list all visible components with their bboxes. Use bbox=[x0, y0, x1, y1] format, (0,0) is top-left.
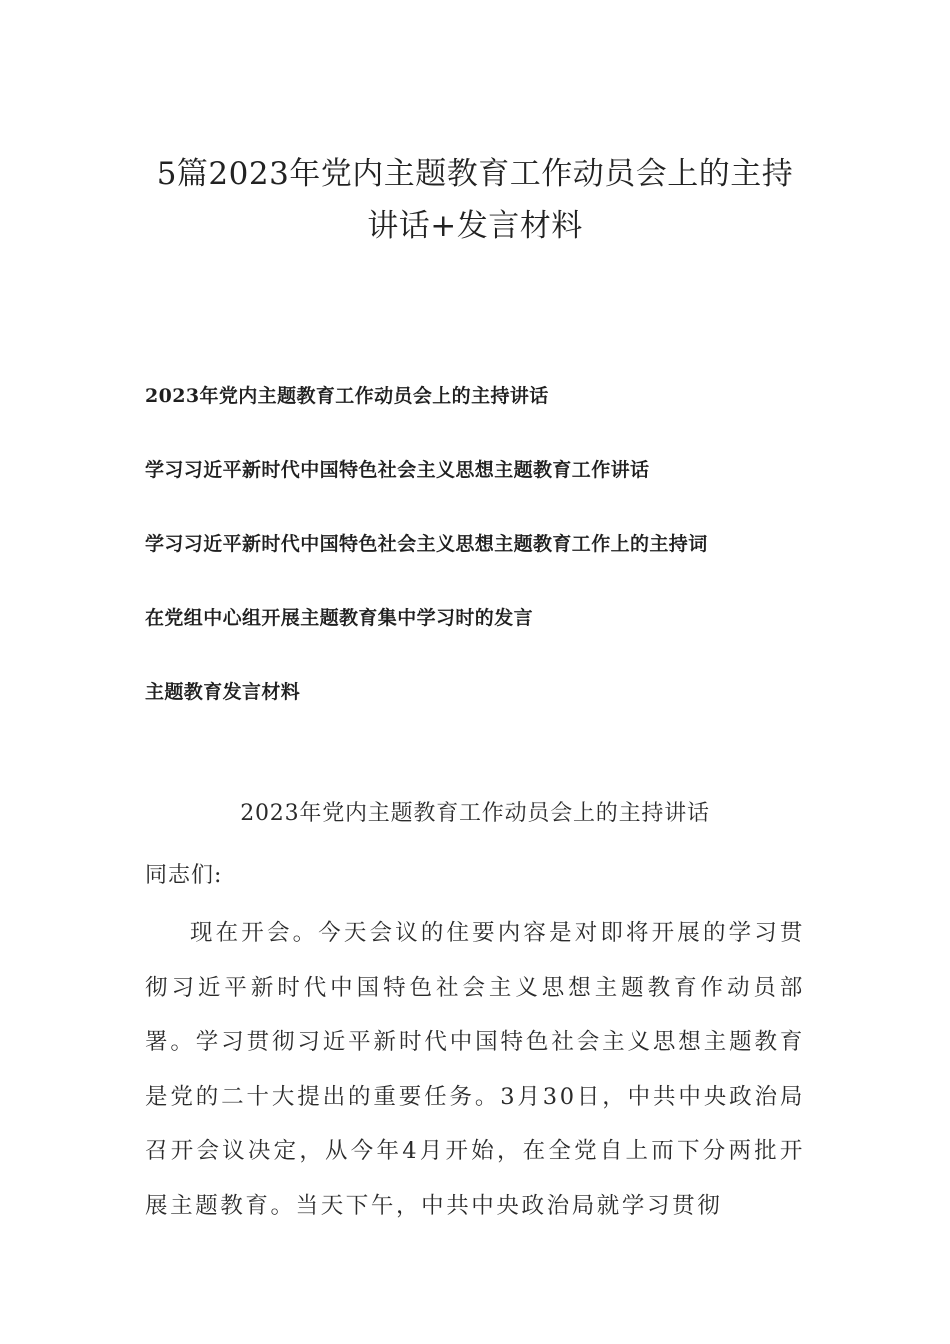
title-line-1: 5篇2023年党内主题教育工作动员会上的主持 bbox=[156, 156, 794, 192]
salutation: 同志们: bbox=[145, 863, 223, 888]
toc-item[interactable]: 在党组中心组开展主题教育集中学习时的发言 bbox=[145, 607, 534, 629]
document-title bbox=[100, 148, 850, 252]
table-of-contents bbox=[145, 376, 845, 746]
toc-item[interactable]: 主题教育发言材料 bbox=[145, 681, 301, 703]
body-paragraph: 现在开会。今天会议的住要内容是对即将开展的学习贯彻习近平新时代中国特色社会主义思想主题教育作动员部署。学习贯彻习近平新时代中国特色社会主义思想主题教育是党的二十大提出的重要任务。3月30日，中共中央政治局召开会议决定，从今年4月开始，在全党自上而下分两批开展主题教育。当天下午，中共中央政治局就学习贯彻 bbox=[145, 920, 805, 1219]
title-line-2: 讲话+发言材料 bbox=[367, 208, 583, 244]
toc-item[interactable]: 学习习近平新时代中国特色社会主义思想主题教育工作上的主持词 bbox=[145, 533, 708, 555]
toc-item[interactable]: 学习习近平新时代中国特色社会主义思想主题教育工作讲话 bbox=[145, 459, 650, 481]
section-heading: 2023年党内主题教育工作动员会上的主持讲话 bbox=[240, 801, 710, 826]
toc-item[interactable]: 2023年党内主题教育工作动员会上的主持讲话 bbox=[145, 385, 549, 407]
